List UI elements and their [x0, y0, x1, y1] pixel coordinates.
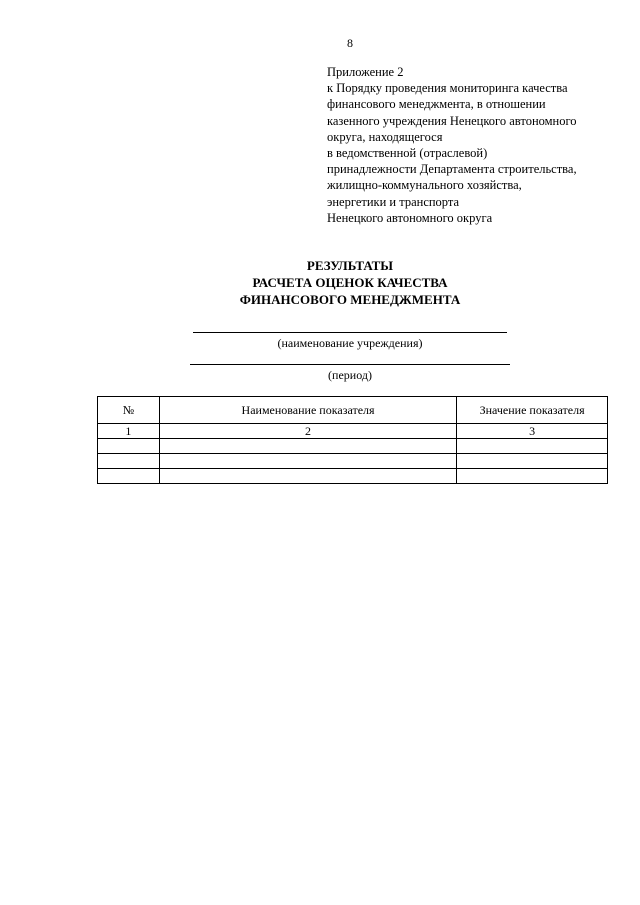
institution-caption: (наименование учреждения): [277, 336, 423, 350]
appendix-header: [327, 64, 627, 226]
appendix-line: округа, находящегося: [327, 129, 443, 144]
appendix-line: энергетики и транспорта: [327, 194, 460, 209]
table-cell: [457, 469, 608, 484]
table-row: [98, 454, 608, 469]
appendix-line: принадлежности Департамента строительства,: [327, 162, 577, 177]
table-cell: [159, 454, 456, 469]
table-cell: [98, 454, 160, 469]
appendix-line: Приложение 2: [327, 65, 404, 79]
table-cell: [159, 469, 456, 484]
table-cell: 3: [457, 424, 608, 439]
title-line: ФИНАНСОВОГО МЕНЕДЖМЕНТА: [239, 292, 461, 307]
document-title: [0, 257, 640, 308]
appendix-line: казенного учреждения Ненецкого автономного: [327, 113, 577, 128]
table-numbering-row: [98, 424, 608, 439]
table-row: [98, 469, 608, 484]
title-line: РАСЧЕТА ОЦЕНОК КАЧЕСТВА: [252, 275, 448, 290]
table-cell: 1: [98, 424, 160, 439]
column-header-indicator-value: Значение показателя: [457, 397, 608, 424]
period-line: [190, 364, 510, 365]
title-line: РЕЗУЛЬТАТЫ: [306, 258, 394, 273]
table-header-row: [98, 397, 608, 424]
appendix-line: жилищно-коммунального хозяйства,: [327, 178, 522, 193]
page-number: 8: [347, 36, 353, 50]
table-cell: [457, 439, 608, 454]
institution-name-line: [193, 332, 507, 333]
table-row: [98, 439, 608, 454]
table-cell: [98, 469, 160, 484]
appendix-line: в ведомственной (отраслевой): [327, 146, 488, 161]
table-cell: [457, 454, 608, 469]
appendix-line: Ненецкого автономного округа: [327, 210, 493, 225]
appendix-line: финансового менеджмента, в отношении: [327, 97, 546, 112]
column-header-indicator-name: Наименование показателя: [159, 397, 456, 424]
table-cell: 2: [159, 424, 456, 439]
appendix-line: к Порядку проведения мониторинга качества: [327, 81, 568, 96]
results-table: [97, 396, 608, 484]
table-cell: [159, 439, 456, 454]
column-header-number: №: [98, 397, 160, 424]
table-cell: [98, 439, 160, 454]
period-caption: (период): [328, 368, 372, 382]
